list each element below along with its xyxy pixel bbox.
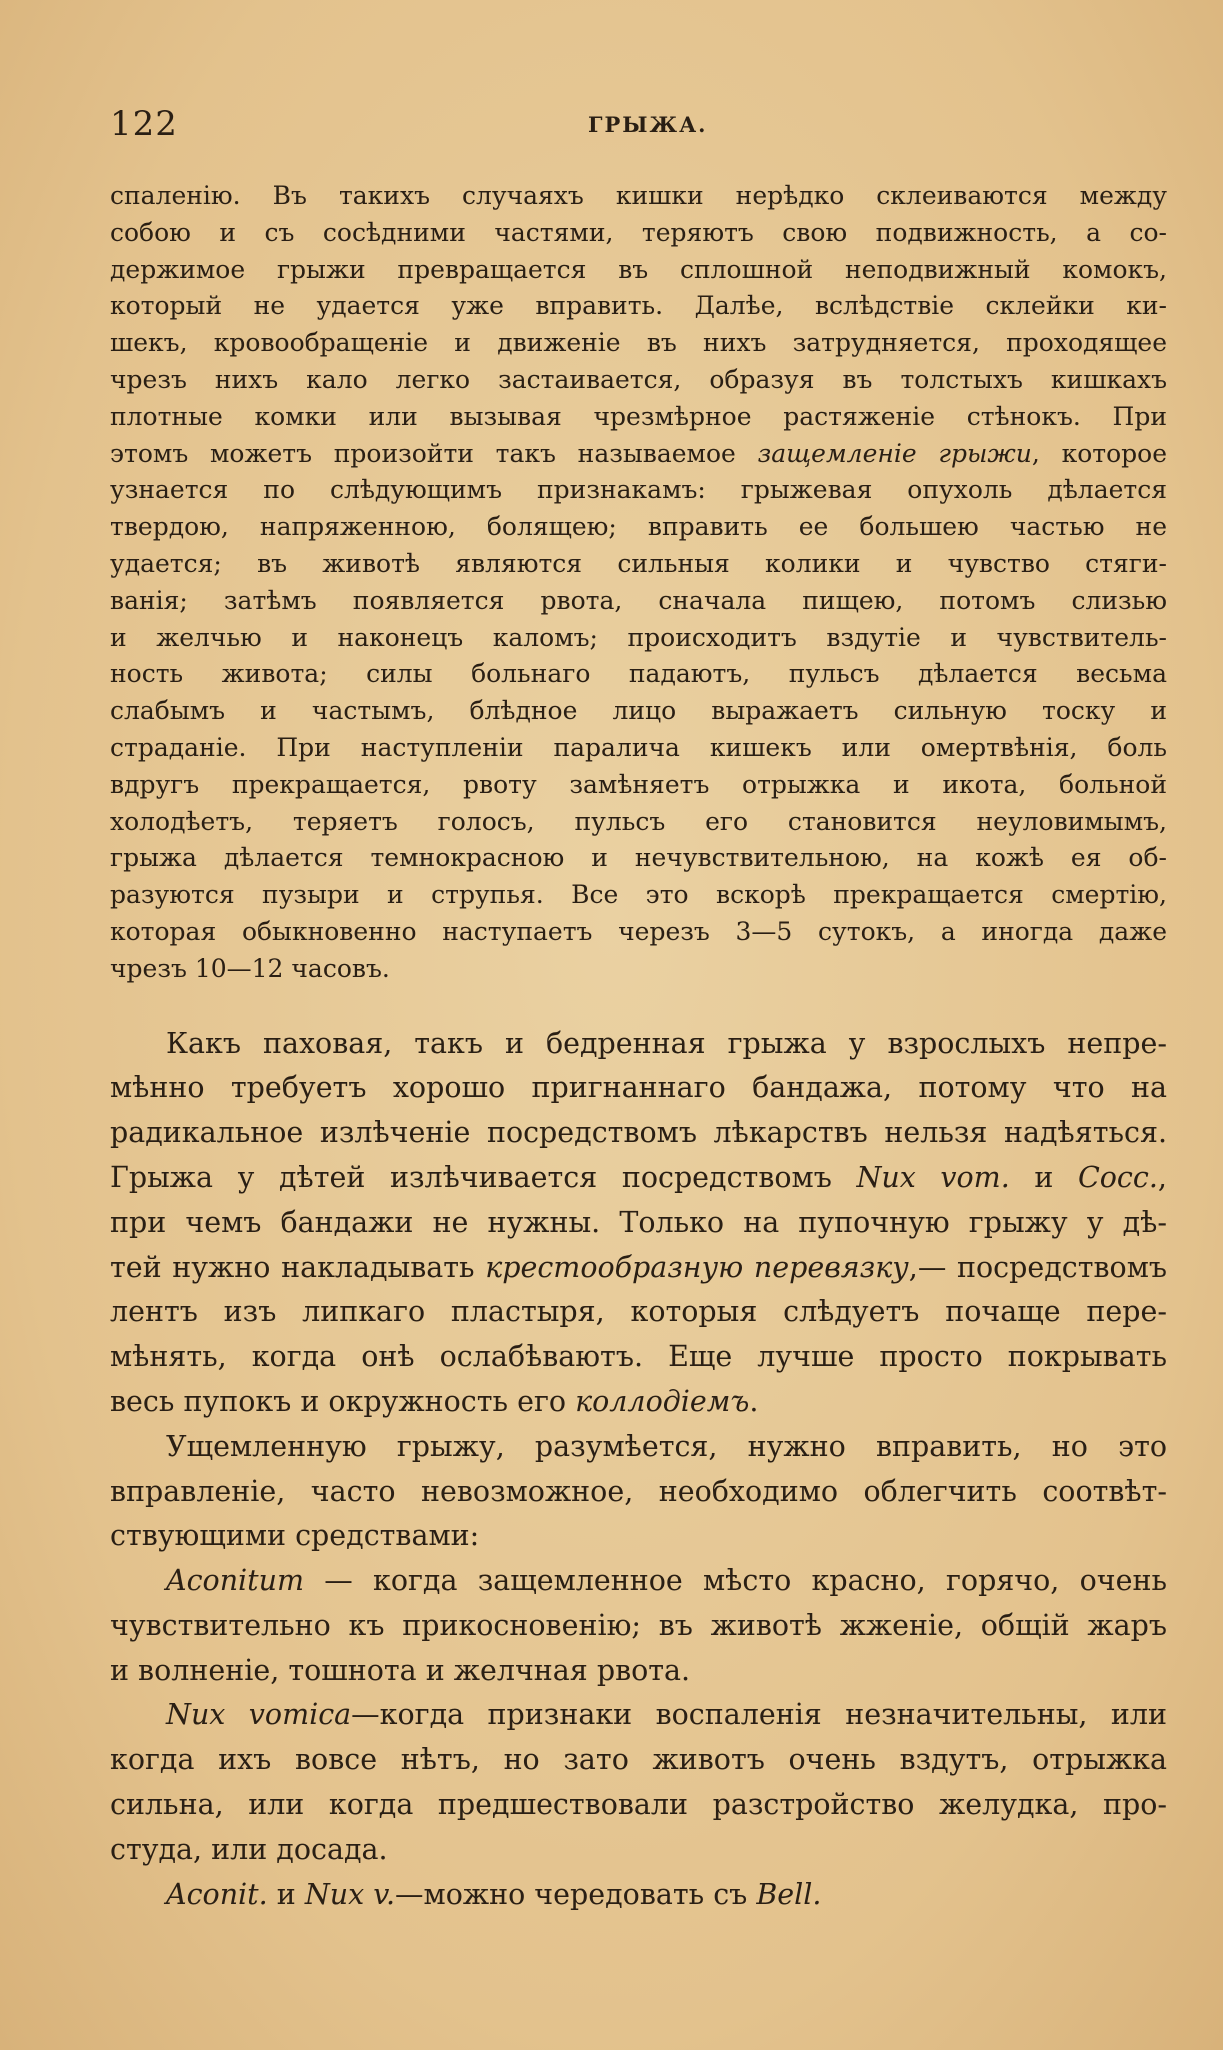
remedy-name: Nux vom. — [856, 1160, 1010, 1194]
emphasis-term: коллодіемъ — [575, 1384, 750, 1418]
text-line: вправленіе, часто невозможное, необходимо облегчить соотвѣт- — [110, 1474, 1167, 1508]
emphasis-term: защемленіе грыжи — [757, 438, 1032, 468]
text-run: весь пупокъ и окружность его — [110, 1384, 576, 1418]
text-line — [110, 1559, 1167, 1604]
text-line: сильна, или когда предшествовали разстройство желудка, про- — [110, 1788, 1167, 1822]
running-head: ГРЫЖА. — [588, 112, 708, 137]
text-line: холодѣетъ, теряетъ голосъ, пульсъ его становится неуловимымъ, — [110, 806, 1167, 836]
remedy-name: Aconit. — [166, 1877, 268, 1911]
text-line: твердою, напряженною, болящею; вправить ее большею частью не — [110, 512, 1167, 542]
remedy-name: Aconitum — [166, 1564, 305, 1598]
text-run: —можно чередовать съ — [395, 1877, 757, 1911]
text-run: ,— посредствомъ — [908, 1250, 1167, 1284]
emphasis-term: крестообразную перевязку — [485, 1250, 909, 1284]
text-line: Какъ паховая, такъ и бедренная грыжа у взрослыхъ непре- — [166, 1026, 1167, 1060]
text-line: студа, или досада. — [110, 1832, 388, 1866]
text-run: этомъ можетъ произойти такъ называемое — [110, 438, 758, 468]
text-line: при чемъ бандажи не нужны. Только на пупочную грыжу у дѣ- — [110, 1205, 1167, 1239]
text-line: плотные комки или вызывая чрезмѣрное растяженіе стѣнокъ. При — [110, 401, 1167, 431]
text-run: , которое — [1031, 438, 1167, 468]
text-line: ванія; затѣмъ появляется рвота, сначала пищею, потомъ слизью — [110, 585, 1167, 615]
text-line: которая обыкновенно наступаетъ черезъ 3—5 сутокъ, а иногда даже — [110, 916, 1167, 946]
text-line: ность живота; силы больнаго падаютъ, пульсъ дѣлается весьма — [110, 659, 1167, 689]
text-line: чрезъ 10—12 часовъ. — [110, 953, 390, 983]
remedy-name: Nux vomica — [166, 1698, 352, 1732]
remedy-name: Nux v. — [304, 1877, 396, 1911]
text-line: Ущемленную грыжу, разумѣется, нужно вправить, но это — [166, 1429, 1167, 1463]
text-line: мѣнно требуетъ хорошо пригнаннаго бандажа, потому что на — [110, 1071, 1167, 1105]
text-line: и волненіе, тошнота и желчная рвота. — [110, 1653, 691, 1687]
text-line: вдругъ прекращается, рвоту замѣняетъ отрыжка и икота, больной — [110, 769, 1167, 799]
text-line — [110, 1380, 1167, 1425]
remedy-name: Bell. — [756, 1877, 822, 1911]
text-line: и желчью и наконецъ каломъ; происходитъ вздутіе и чувствитель- — [110, 622, 1167, 652]
text-line: когда ихъ вовсе нѣтъ, но зато животъ очень вздутъ, отрыжка — [110, 1743, 1167, 1777]
text-line: спаленію. Въ такихъ случаяхъ кишки нерѣдко склеиваются между — [110, 181, 1167, 210]
small-print-paragraph — [110, 178, 1167, 988]
text-line: удается; въ животѣ являются сильныя колики и чувство стяги- — [110, 548, 1167, 578]
text-line: держимое грыжи превращается въ сплошной неподвижный комокъ, — [110, 254, 1167, 284]
text-line: ствующими средствами: — [110, 1519, 480, 1553]
text-line — [110, 1156, 1167, 1201]
text-line — [110, 436, 1167, 473]
body-text — [110, 178, 1167, 1917]
text-run: . — [749, 1384, 759, 1418]
text-line: узнается по слѣдующимъ признакамъ: грыжевая опухоль дѣлается — [110, 475, 1167, 505]
text-line: радикальное излѣченіе посредствомъ лѣкарствъ нельзя надѣяться. — [110, 1116, 1167, 1150]
text-line: чувствительно къ прикосновенію; въ животѣ жженіе, общій жаръ — [110, 1608, 1167, 1642]
text-run: тей нужно накладывать — [110, 1250, 486, 1284]
text-run: —когда признаки воспаленія незначительны, или — [351, 1698, 1167, 1732]
text-line: слабымъ и частымъ, блѣдное лицо выражаетъ сильную тоску и — [110, 696, 1167, 726]
text-line: разуются пузыри и струпья. Все это вскорѣ прекращается смертію, — [110, 880, 1167, 910]
text-line: собою и съ сосѣдними частями, теряютъ свою подвижность, а со- — [110, 217, 1167, 247]
text-line — [110, 1873, 1167, 1918]
main-text — [110, 1022, 1167, 1918]
text-line: грыжа дѣлается темнокрасною и нечувствительною, на кожѣ ея об- — [110, 843, 1167, 873]
text-line: мѣнять, когда онѣ ослабѣваютъ. Еще лучше просто покрывать — [110, 1340, 1167, 1374]
remedy-name: Cocc. — [1077, 1160, 1158, 1194]
text-line — [110, 1693, 1167, 1738]
page-header — [108, 104, 1163, 144]
text-line: лентъ изъ липкаго пластыря, которыя слѣдуетъ почаще пере- — [110, 1295, 1167, 1329]
text-run: Грыжа у дѣтей излѣчивается посредствомъ — [110, 1160, 857, 1194]
text-run: , — [1157, 1160, 1167, 1194]
text-line: чрезъ нихъ кало легко застаивается, образуя въ толстыхъ кишкахъ — [110, 364, 1167, 394]
text-line — [110, 1246, 1167, 1291]
text-line: который не удается уже вправить. Далѣе, вслѣдствіе склейки ки- — [110, 291, 1167, 321]
page-number: 122 — [110, 104, 178, 144]
text-line: шекъ, кровообращеніе и движеніе въ нихъ затрудняется, проходящее — [110, 328, 1167, 358]
text-run: — когда защемленное мѣсто красно, горячо, очень — [304, 1564, 1167, 1598]
text-line: страданіе. При наступленіи паралича кишекъ или омертвѣнія, боль — [110, 732, 1167, 762]
text-run: и — [1009, 1160, 1078, 1194]
text-run: и — [267, 1877, 305, 1911]
